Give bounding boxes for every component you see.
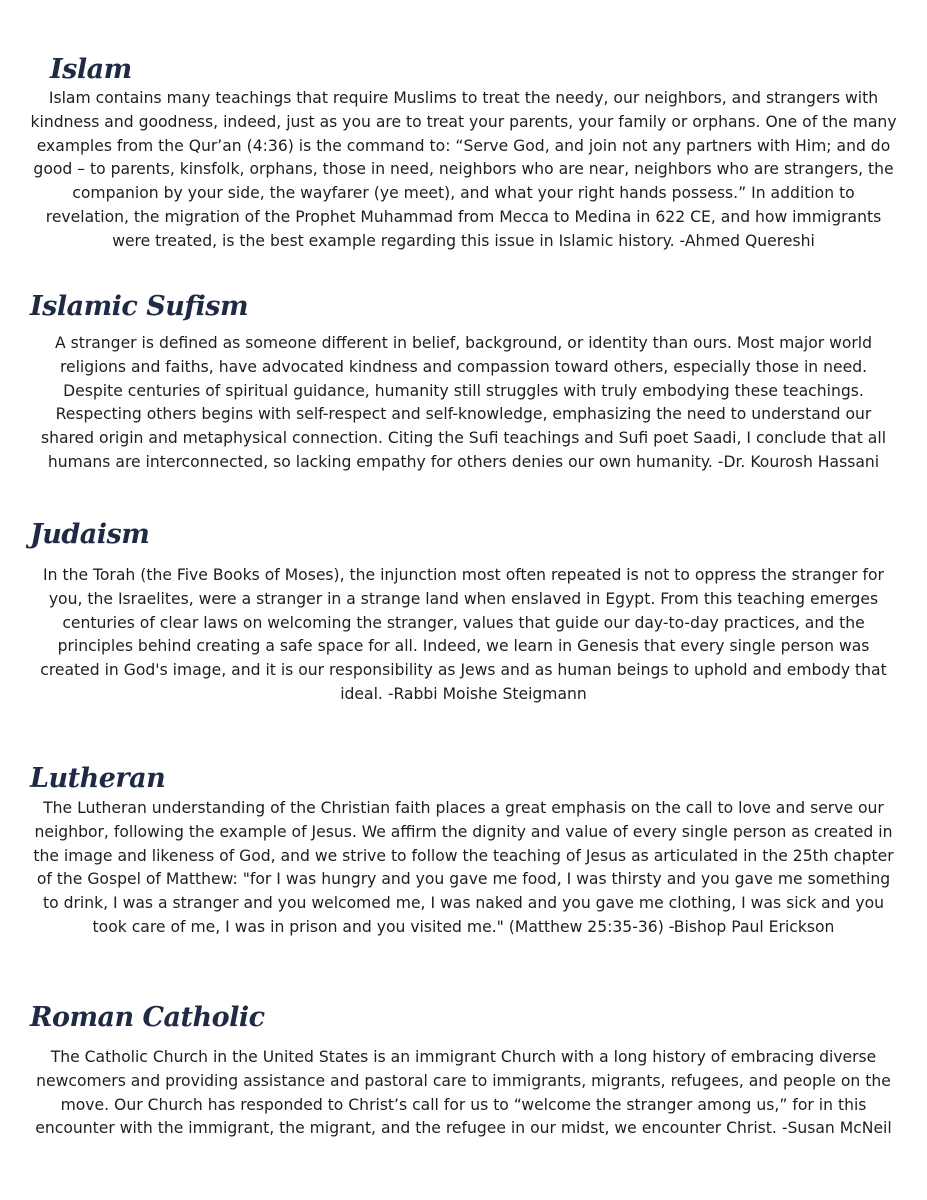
body-judaism: In the Torah (the Five Books of Moses), the injunction most often repeated is not to oppress the stranger for you, the Israelites, were a stranger in a strange land when enslaved in Egypt. From this teaching emerges centuries of clear laws on welcoming the stranger, values that guide our day-to-day practices, and the principles behind creating a safe space for all. Indeed, we learn in Genesis that every single person was created in God's image, and it is our responsibility as Jews and as human beings to uphold and embody that ideal. -Rabbi Moishe Steigmann — [40, 566, 887, 703]
body-lutheran: The Lutheran understanding of the Christian faith places a great emphasis on the call to love and serve our neighbor, following the example of Jesus. We affirm the dignity and value of every single person as created in the image and likeness of God, and we strive to follow the teaching of Jesus as articulated in the 25th chapter of the Gospel of Matthew: "for I was hungry and you gave me food, I was thirsty and you gave me something to drink, I was a stranger and you welcomed me, I was naked and you gave me clothing, I was sick and you took care of me, I was in prison and you visited me." (Matthew 25:35-36) -Bishop Paul Erickson — [33, 799, 894, 936]
body-islam: Islam contains many teachings that require Muslims to treat the needy, our neighbors, and strangers with kindness and goodness, indeed, just as you are to treat your parents, your family or orphans. One of the many examples from the Qur’an (4:36) is the command to: “Serve God, and join not any partners with Him; and do good – to parents, kinsfolk, orphans, those in need, neighbors who are near, neighbors who are strangers, the companion by your side, the wayfarer (ye meet), and what your right hands possess.” In addition to revelation, the migration of the Prophet Muhammad from Mecca to Medina in 622 CE, and how immigrants were treated, is the best example regarding this issue in Islamic history. -Ahmed Quereshi — [30, 89, 897, 250]
body-islamic-sufism: A stranger is defined as someone different in belief, background, or identity than ours. Most major world religions and faiths, have advocated kindness and compassion toward others, especially those in need. Despite centuries of spiritual guidance, humanity still struggles with truly embodying these teachings. Respecting others begins with self-respect and self-knowledge, emphasizing the need to understand our shared origin and metaphysical connection. Citing the Sufi teachings and Sufi poet Saadi, I conclude that all humans are interconnected, so lacking empathy for others denies our own humanity. -Dr. Kourosh Hassani — [40, 334, 887, 471]
section-judaism — [30, 520, 897, 707]
section-lutheran — [30, 764, 897, 940]
section-islamic-sufism — [30, 292, 897, 475]
section-islam — [30, 55, 897, 254]
heading-lutheran: Lutheran — [30, 763, 166, 794]
heading-islamic-sufism: Islamic Sufism — [30, 291, 249, 322]
section-roman-catholic — [30, 1003, 897, 1141]
heading-judaism: Judaism — [30, 519, 150, 550]
heading-islam: Islam — [50, 54, 132, 85]
body-roman-catholic: The Catholic Church in the United States is an immigrant Church with a long history of embracing diverse newcomers and providing assistance and pastoral care to immigrants, migrants, refugees, and people on the move. Our Church has responded to Christ’s call for us to “welcome the stranger among us,” for in this encounter with the immigrant, the migrant, and the refugee in our midst, we encounter Christ. -Susan McNeil — [35, 1048, 892, 1138]
heading-roman-catholic: Roman Catholic — [30, 1002, 265, 1033]
